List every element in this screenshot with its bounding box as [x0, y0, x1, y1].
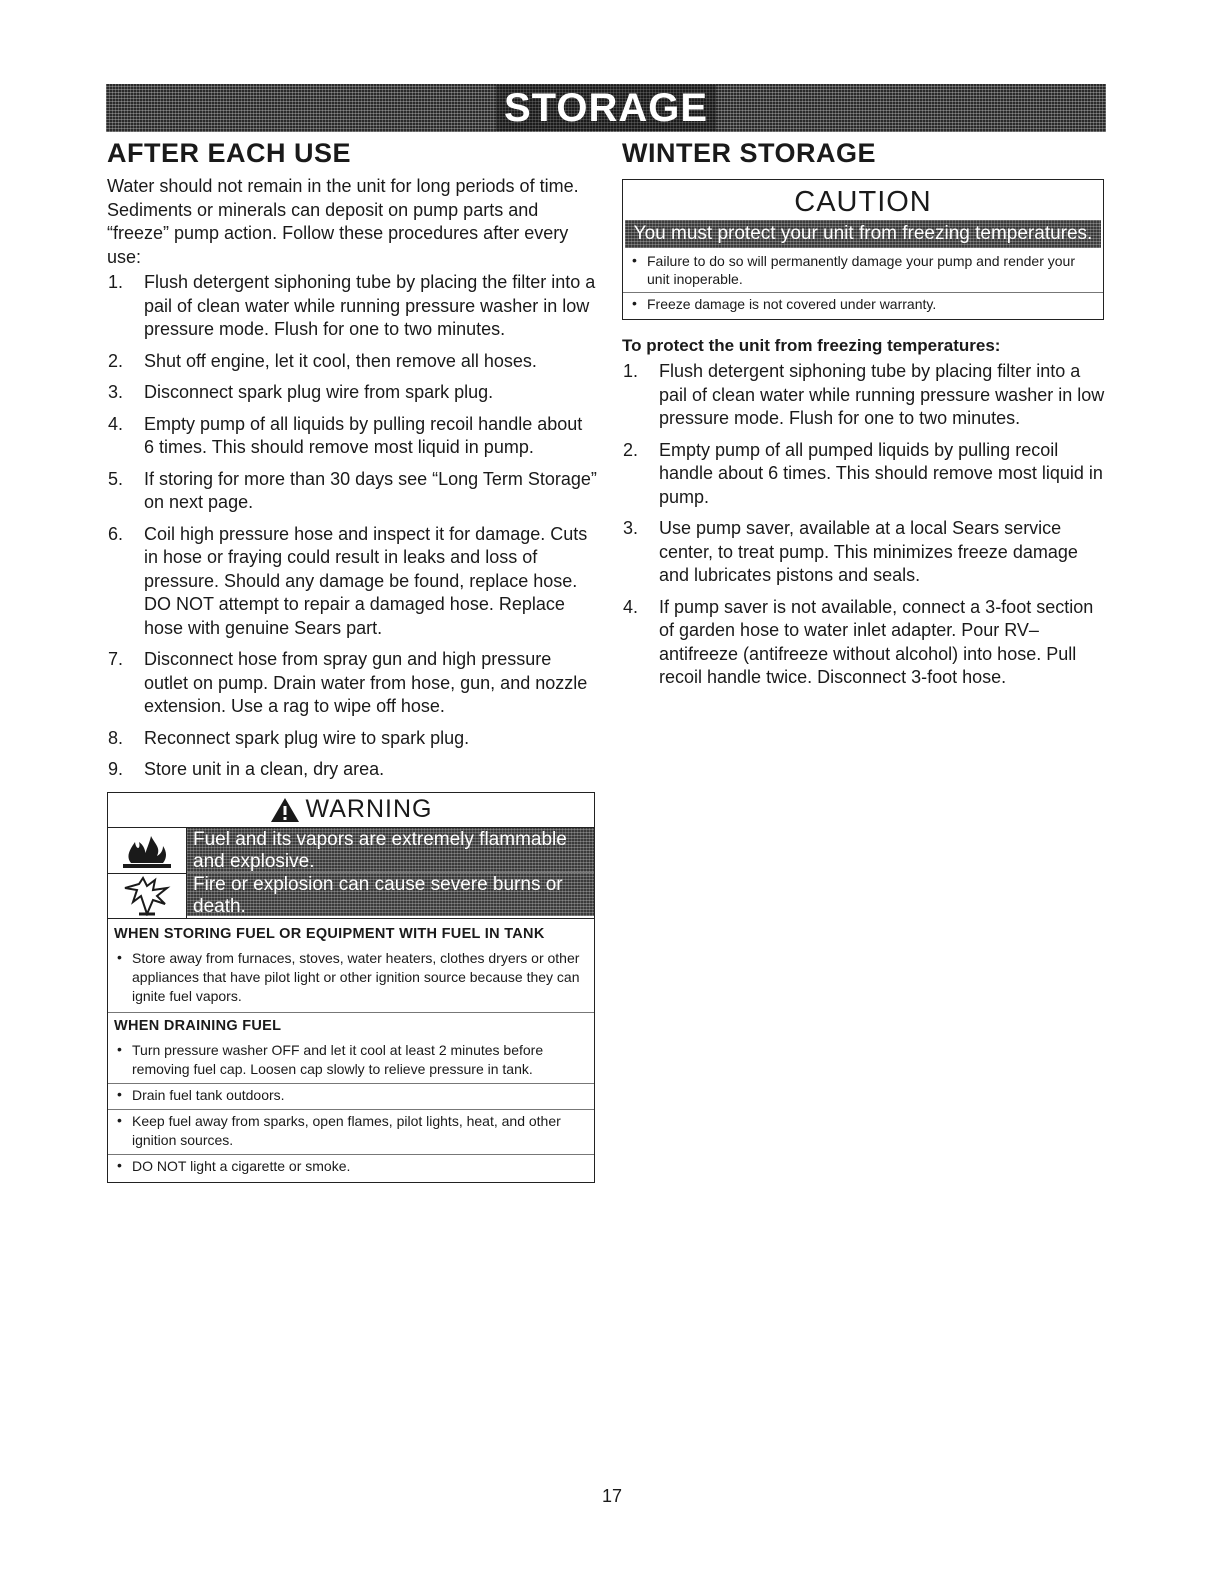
- step-text: Flush detergent siphoning tube by placing the filter into a pail of clean water while running pressure washer in low pressure mode. Flush for one to two minutes.: [144, 272, 596, 339]
- page-number: 17: [601, 1486, 623, 1506]
- step-text: Disconnect spark plug wire from spark plug.: [144, 382, 494, 402]
- warning-box: [107, 792, 595, 1183]
- hazard-icon-cell: [108, 874, 186, 918]
- list-item: • Failure to do so will permanently damage your pump and render your unit inoperable.: [632, 252, 1076, 287]
- step-text: Use pump saver, available at a local Sears service center, to treat pump. This minimizes freeze damage and lubricates pistons and seals.: [659, 518, 1078, 585]
- step-text: Empty pump of all liquids by pulling recoil handle about 6 times. This should remove most liquid in pump.: [144, 413, 583, 457]
- storing-fuel-heading: WHEN STORING FUEL OR EQUIPMENT WITH FUEL IN TANK: [108, 918, 594, 945]
- step-text: Reconnect spark plug wire to spark plug.: [144, 727, 470, 748]
- protect-heading: To protect the unit from freezing temperatures:: [622, 336, 1001, 355]
- step-number: 7.: [108, 649, 124, 669]
- step-number: 3.: [108, 382, 124, 402]
- step-number: 8.: [108, 727, 124, 748]
- winter-storage-title: WINTER STORAGE: [622, 138, 877, 168]
- list-item: [107, 381, 597, 405]
- warning-header: [108, 793, 594, 827]
- step-text: Store unit in a clean, dry area.: [144, 759, 385, 779]
- warning-triangle-icon: [270, 797, 300, 823]
- storage-banner: [106, 84, 1106, 132]
- step-number: 4.: [108, 413, 124, 434]
- draining-fuel-bullets: [108, 1037, 594, 1182]
- list-item: [622, 517, 1110, 588]
- list-item: [107, 350, 597, 374]
- list-item: [107, 271, 597, 342]
- list-item: [107, 648, 597, 719]
- bullet-text: Drain fuel tank outdoors.: [132, 1086, 285, 1103]
- list-item: • Drain fuel tank outdoors.: [108, 1083, 594, 1109]
- hazard-message: Fire or explosion can cause severe burns or death.: [187, 873, 594, 916]
- list-item: • Store away from furnaces, stoves, water heaters, clothes dryers or other appliances that have pilot light or other ignition source because they can ignite fuel vapors.: [117, 948, 580, 1004]
- step-text: If storing for more than 30 days see “Long Term Storage” on next page.: [144, 468, 597, 512]
- list-item: • Turn pressure washer OFF and let it cool at least 2 minutes before removing fuel cap. Loosen cap slowly to relieve pressure in tank.: [117, 1040, 544, 1077]
- winter-storage-steps: [622, 360, 1110, 690]
- storing-fuel-bullets: [108, 945, 594, 1012]
- step-number: 6.: [108, 523, 124, 544]
- list-item: [107, 758, 597, 782]
- after-each-use-section: [107, 138, 597, 1183]
- bullet-text: DO NOT light a cigarette or smoke.: [132, 1157, 351, 1174]
- step-text: Shut off engine, let it cool, then remove all hoses.: [144, 350, 537, 371]
- step-number: 1.: [108, 272, 124, 292]
- list-item: [107, 523, 597, 641]
- hazard-grid: [108, 827, 594, 918]
- after-each-use-intro: Water should not remain in the unit for long periods of time. Sediments or minerals can deposit on pump parts and “freeze” pump action. Follow these procedures after every use:: [107, 176, 579, 267]
- step-number: 3.: [623, 518, 639, 538]
- hazard-messages: [187, 828, 594, 918]
- step-number: 9.: [108, 759, 124, 779]
- step-number: 5.: [108, 468, 124, 489]
- step-text: If pump saver is not available, connect a 3-foot section of garden hose to water inlet adapter. Pour RV–antifreeze (antifreeze without alcohol) into hose. Pull recoil handle twice. Disconnect 3-foot hose.: [659, 596, 1094, 687]
- bullet-text: Freeze damage is not covered under warranty.: [647, 296, 937, 312]
- hazard-icon-cell: [108, 828, 186, 874]
- step-number: 2.: [108, 350, 124, 371]
- step-text: Flush detergent siphoning tube by placing filter into a pail of clean water while running pressure washer in low pressure mode. Flush for one to two minutes.: [659, 361, 1105, 428]
- list-item: [622, 360, 1110, 431]
- step-number: 2.: [623, 439, 639, 460]
- step-text: Empty pump of all pumped liquids by pulling recoil handle about 6 times. This should remove most liquid in pump.: [659, 439, 1103, 507]
- list-item: [107, 727, 597, 751]
- winter-storage-section: [622, 138, 1110, 698]
- step-number: 4.: [623, 596, 639, 617]
- list-item: [622, 439, 1110, 510]
- hazard-message: Fuel and its vapors are extremely flammable and explosive.: [187, 828, 594, 873]
- bullet-text: Failure to do so will permanently damage your pump and render your unit inoperable.: [647, 253, 1076, 287]
- list-item: • DO NOT light a cigarette or smoke.: [108, 1154, 594, 1180]
- explosion-icon: [117, 876, 177, 916]
- list-item: • Freeze damage is not covered under warranty.: [623, 292, 1103, 317]
- step-text: Disconnect hose from spray gun and high pressure outlet on pump. Drain water from hose, gun, and nozzle extension. Use a rag to wipe off hose.: [144, 649, 588, 716]
- caution-banner: You must protect your unit from freezing temperatures.: [625, 220, 1101, 248]
- list-item: [622, 596, 1110, 690]
- bullet-text: Store away from furnaces, stoves, water heaters, clothes dryers or other appliances that have pilot light or other ignition source because they can ignite fuel vapors.: [132, 949, 580, 1004]
- bullet-text: Keep fuel away from sparks, open flames, pilot lights, heat, and other ignition sources.: [132, 1112, 561, 1148]
- banner-title: STORAGE: [496, 85, 716, 131]
- list-item: [107, 468, 597, 515]
- warning-title: WARNING: [305, 795, 433, 823]
- draining-fuel-heading: WHEN DRAINING FUEL: [108, 1012, 594, 1037]
- caution-box: [622, 179, 1104, 320]
- list-item: • Keep fuel away from sparks, open flames, pilot lights, heat, and other ignition sources.: [108, 1109, 594, 1154]
- caution-title: CAUTION: [794, 186, 932, 218]
- bullet-text: Turn pressure washer OFF and let it cool at least 2 minutes before removing fuel cap. Loosen cap slowly to relieve pressure in tank.: [132, 1041, 544, 1077]
- after-each-use-title: AFTER EACH USE: [107, 138, 352, 168]
- hazard-icons: [108, 828, 187, 918]
- fire-icon: [117, 830, 177, 870]
- after-each-use-steps: [107, 271, 597, 782]
- caution-bullets: [623, 248, 1103, 319]
- step-number: 1.: [623, 361, 639, 381]
- list-item: [107, 413, 597, 460]
- step-text: Coil high pressure hose and inspect it for damage. Cuts in hose or fraying could result in leaks and loss of pressure. Should any damage be found, replace hose. DO NOT attempt to repair a damaged hose. Replace hose with genuine Sears part.: [144, 523, 588, 638]
